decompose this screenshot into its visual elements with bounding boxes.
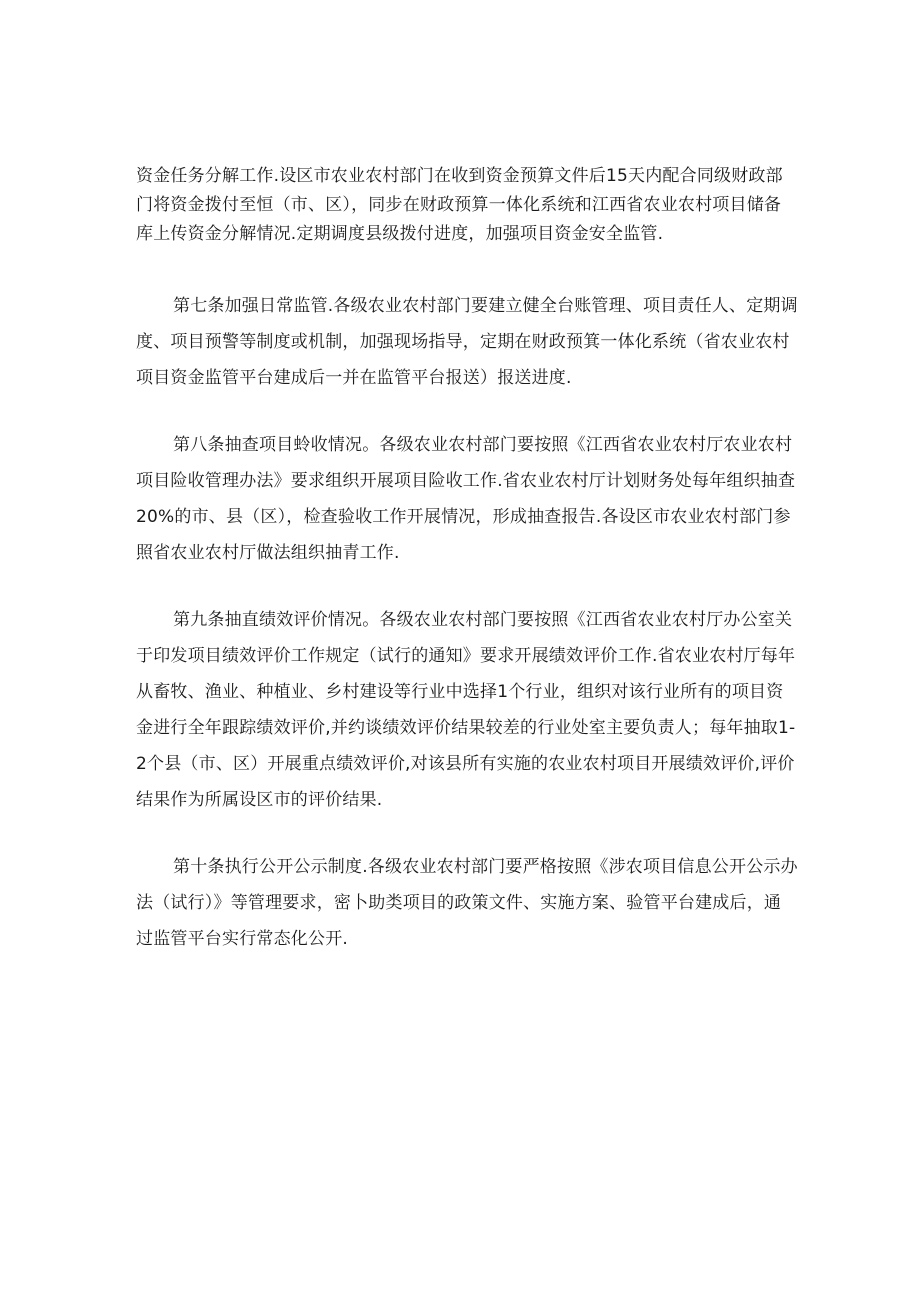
text-line: 第十条执行公开公示制度.各级农业农村部门要严格按照《涉农项目信息公开公示办 [173, 857, 798, 877]
text-line: 项目资金监管平台建成后一并在监管平台报送）报送进度. [136, 368, 572, 388]
text-line: 从畜牧、渔业、种植业、乡村建设等行业中选择1个行业，组织对该行业所有的项目资 [136, 682, 784, 702]
article-9-paragraph [136, 602, 796, 818]
text-line: 第八条抽查项目蛉收情况。各级农业农村部门要按照《江西省农业农村厅农业农村 [173, 435, 793, 455]
text-line: 项目险收管理办法》要求组织开展项目险收工作.省农业农村厅计划财务处每年组织抽查 [136, 471, 796, 491]
text-line: 第七条加强日常监管.各级农业农村部门要建立健全台账管理、项目责任人、定期调 [173, 296, 798, 316]
text-line: 结果作为所属设区市的评价结果. [136, 790, 383, 810]
text-line: 库上传资金分解情况.定期调度县级拨付进度，加强项目资金安全监管. [136, 224, 664, 244]
text-line: 度、项目预警等制度或机制，加强现场指导，定期在财政预箕一体化系统（省农业农村 [136, 332, 790, 352]
article-8-paragraph [136, 427, 796, 571]
article-10-paragraph [136, 849, 798, 957]
text-line: 20%的市、县（区），检查验收工作开展情况，形成抽查报告.各设区市农业农村部门参 [136, 507, 791, 527]
article-7-paragraph [136, 288, 798, 396]
text-line: 2个县（市、区）开展重点绩效评价,对该县所有实施的农业农村项目开展绩效评价,评价 [136, 754, 795, 774]
text-line: 于印发项目绩效评价工作规定（试行的通知》要求开展绩效评价工作.省农业农村厅每年 [136, 646, 796, 666]
document-page [136, 162, 798, 988]
text-line: 金进行全年跟踪绩效评价,并约谈绩效评价结果较差的行业处室主要负责人；每年抽取1- [136, 718, 796, 738]
intro-paragraph [136, 162, 786, 249]
text-line: 过监管平台实行常态化公开. [136, 929, 349, 949]
text-line: 资金任务分解工作.设区市农业农村部门在收到资金预算文件后15天内配合同级财政部 [136, 166, 783, 186]
text-line: 法（试行）》等管理要求，密卜助类项目的政策文件、实施方案、验管平台建成后，通 [136, 893, 782, 913]
text-line: 照省农业农村厅做法组织抽青工作. [136, 543, 400, 563]
text-line: 第九条抽直绩效评价情况。各级农业农村部门要按照《江西省农业农村厅办公室关 [173, 610, 793, 630]
text-line: 门将资金拨付至恒（市、区），同步在财政预算一体化系统和江西省农业农村项目储备 [136, 195, 782, 215]
